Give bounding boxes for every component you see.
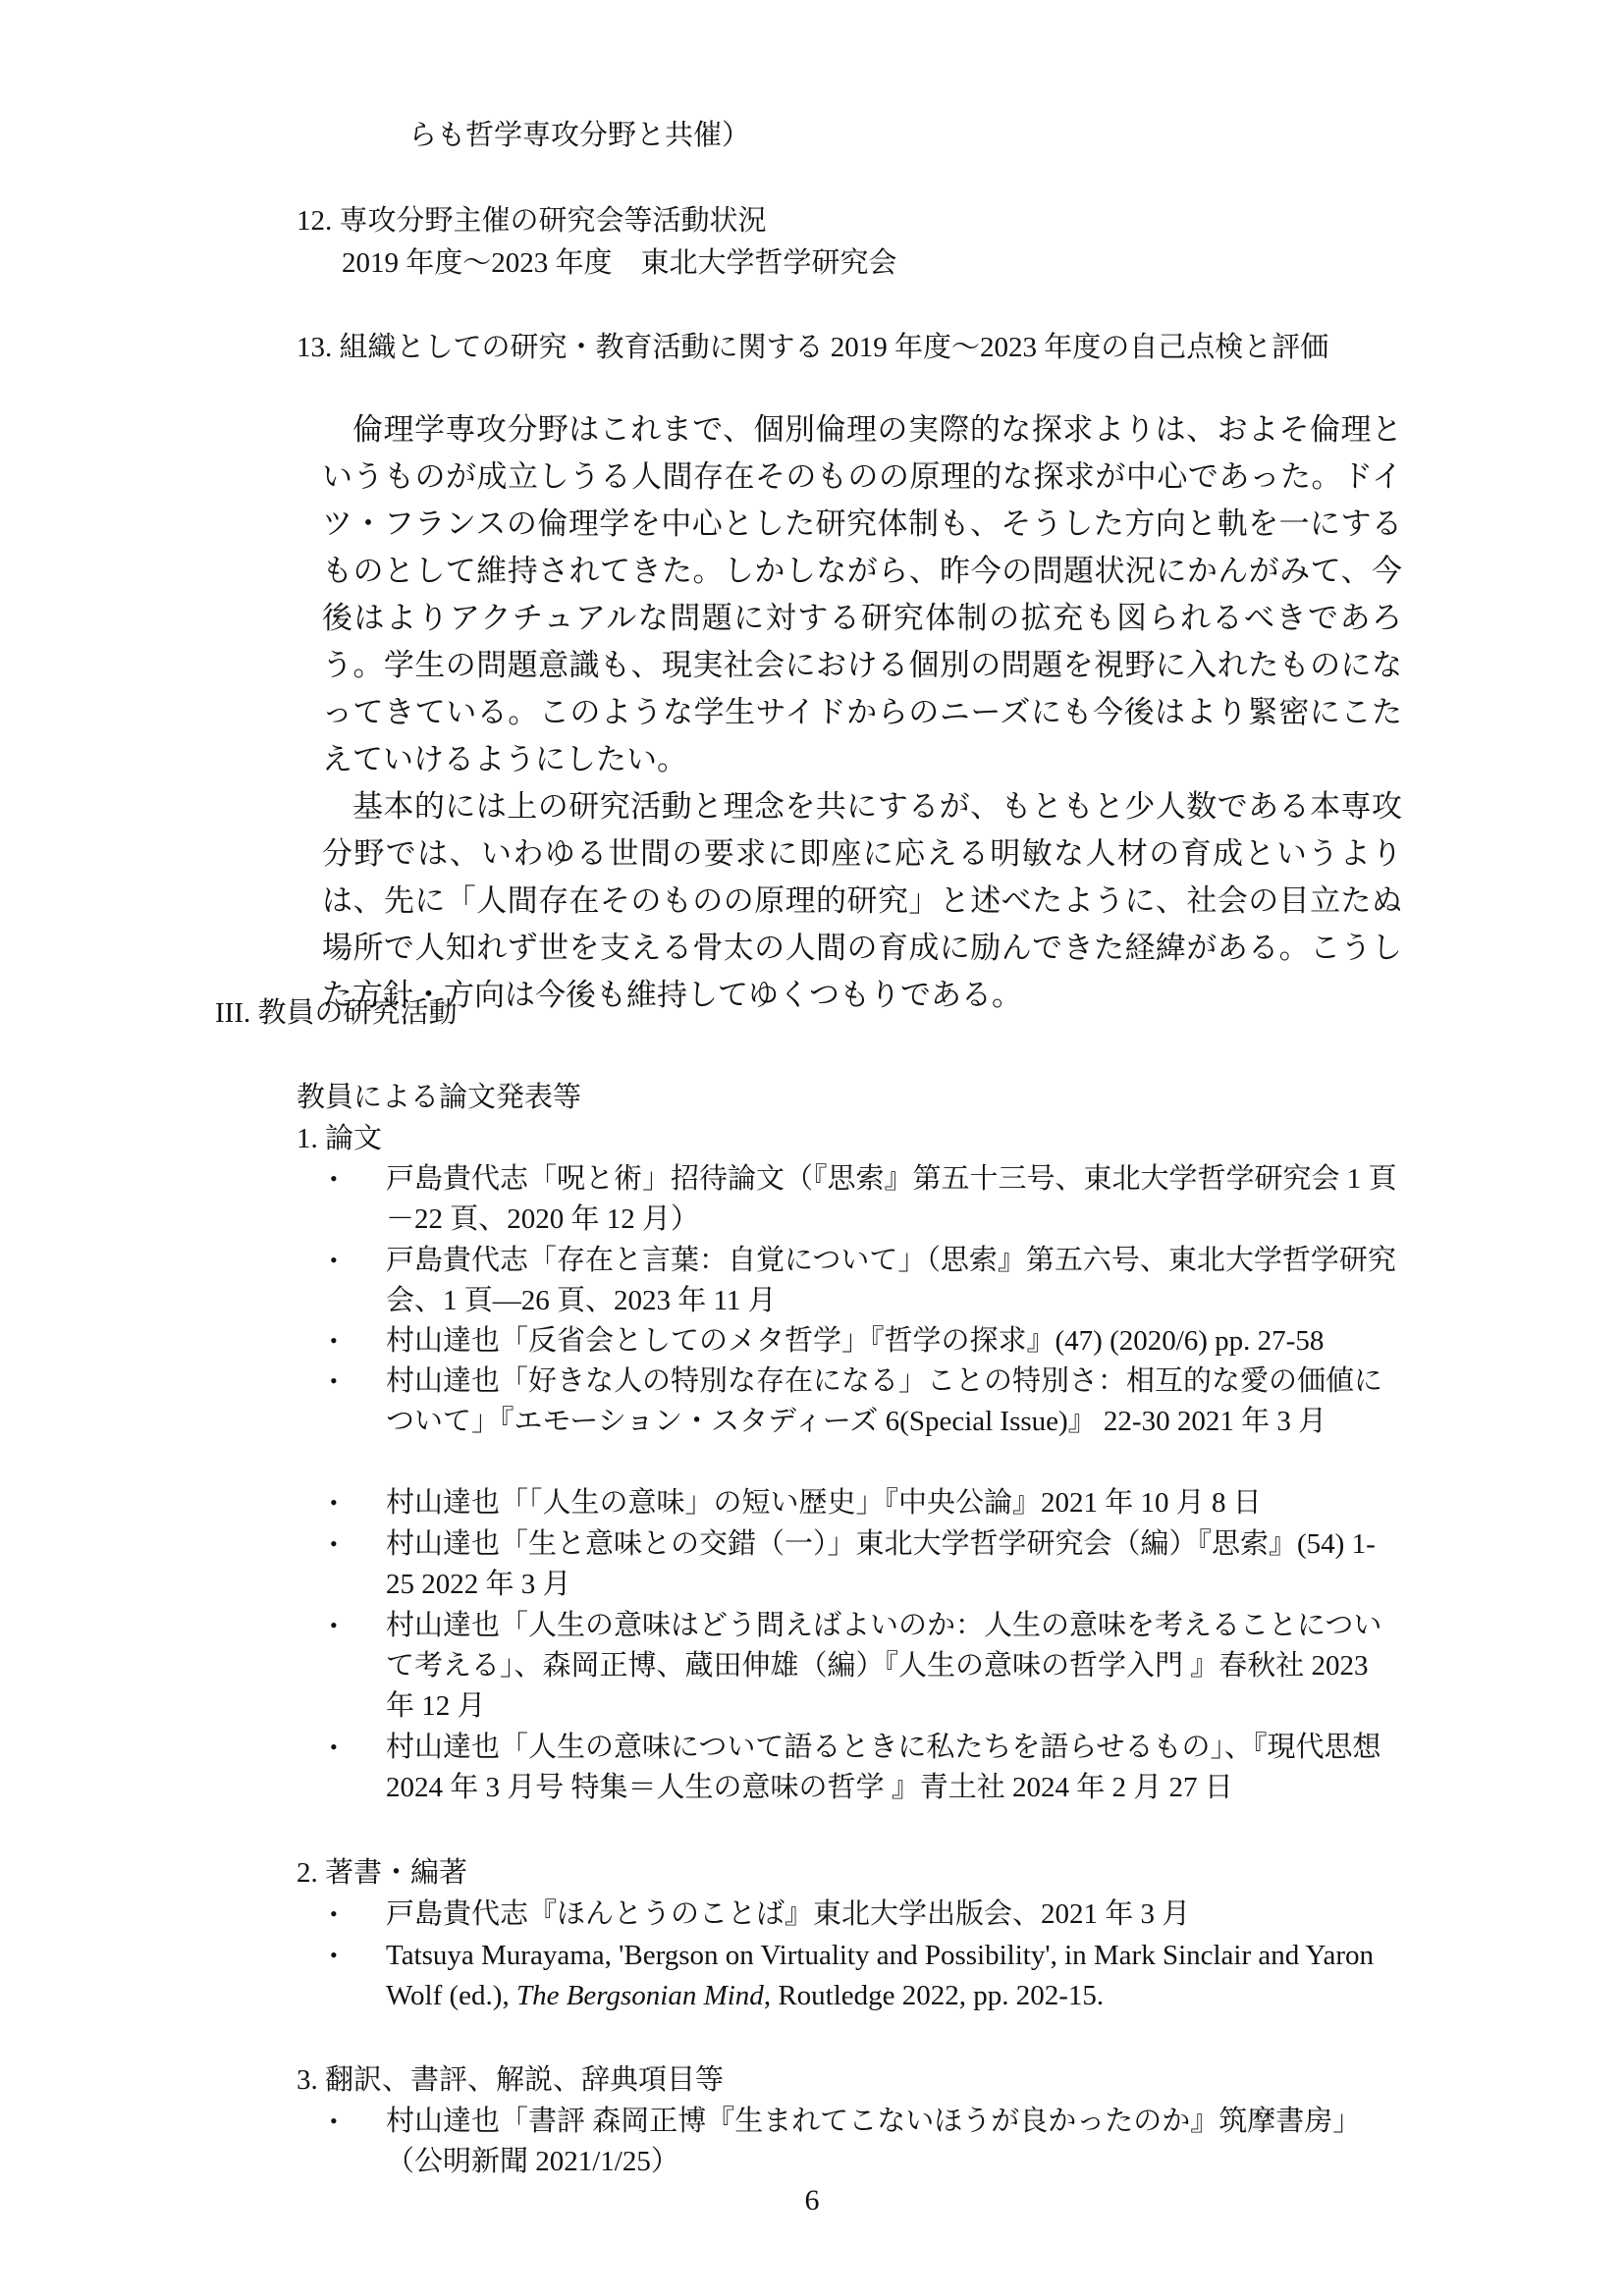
list-item: 村山達也「人生の意味はどう問えばよいのか：人生の意味を考えることについて考える」、森岡正博、蔵田伸雄（編）『人生の意味の哲学入門 』春秋社 2023 年 12 月 <box>386 1610 1382 1722</box>
list-item: 村山達也「「人生の意味」の短い歴史」『中央公論』2021 年 10 月 8 日 <box>386 1487 1262 1519</box>
section-12-heading: 12. 専攻分野主催の研究会等活動状況 <box>297 205 767 237</box>
group-papers-title: 1. 論文 <box>297 1123 383 1154</box>
bullet-icon: • <box>330 1613 338 1637</box>
section-3-subheading: 教員による論文発表等 <box>297 1082 582 1113</box>
list-item: 戸島貴代志「呪と術」招待論文（『思索』第五十三号、東北大学哲学研究会 1 頁－22 頁、2020 年 12 月） <box>386 1163 1397 1235</box>
section-13-heading: 13. 組織としての研究・教育活動に関する 2019 年度～2023 年度の自己点検と評価 <box>297 332 1329 363</box>
bullet-icon: • <box>330 1368 338 1393</box>
bullet-icon: • <box>330 1490 338 1515</box>
bullet-icon: • <box>330 1328 338 1353</box>
bullet-icon: • <box>330 2109 338 2133</box>
bullet-icon: • <box>330 1901 338 1926</box>
bullet-icon: • <box>330 1943 338 1967</box>
section-3-heading: III. 教員の研究活動 <box>215 997 458 1029</box>
paragraph: 倫理学専攻分野はこれまで、個別倫理の実際的な探求よりは、およそ倫理というものが成立しうる人間存在そのものの原理的な探求が中心であった。ドイツ・フランスの倫理学を中心とした研究体制も、そうした方向と軌を一にするものとして維持されてきた。しかしながら、昨今の問題状況にかんがみて、今後はよりアクチュアルな問題に対する研究体制の拡充も図られるべきであろう。学生の問題意識も、現実社会における個別の問題を視野に入れたものになってきている。このような学生サイドからのニーズにも今後はより緊密にこたえていけるようにしたい。 <box>322 412 1402 776</box>
group-translations-title: 3. 翻訳、書評、解説、辞典項目等 <box>297 2064 725 2096</box>
list-item: 村山達也「反省会としてのメタ哲学」『哲学の探求』(47) (2020/6) pp. 27‐58 <box>386 1325 1325 1357</box>
page-number: 6 <box>804 2184 820 2216</box>
list-item: 村山達也「書評 森岡正博『生まれてこないほうが良かったのか』筑摩書房」（公明新聞 2021/1/25） <box>386 2106 1362 2177</box>
list-item: 村山達也「生と意味との交錯（一）」東北大学哲学研究会（編）『思索』(54) 1-25 2022 年 3 月 <box>386 1528 1376 1600</box>
list-item: 村山達也「人生の意味について語るときに私たちを語らせるもの」、『現代思想 2024 年 3 月号 特集＝人生の意味の哲学 』青土社 2024 年 2 月 27 日 <box>386 1732 1381 1803</box>
bullet-icon: • <box>330 1166 338 1191</box>
bullet-icon: • <box>330 1248 338 1272</box>
bullet-icon: • <box>330 1531 338 1556</box>
bullet-icon: • <box>330 1735 338 1759</box>
paragraph: 基本的には上の研究活動と理念を共にするが、もともと少人数である本専攻分野では、いわゆる世間の要求に即座に応える明敏な人材の育成というよりは、先に「人間存在そのものの原理的研究」と述べたように、社会の目立たぬ場所で人知れず世を支える骨太の人間の育成に励んできた経緯がある。こうした方針・方向は今後も維持してゆくつもりである。 <box>322 789 1402 1012</box>
book-title: The Bergsonian Mind <box>515 1980 764 2011</box>
list-item: 戸島貴代志『ほんとうのことば』東北大学出版会、2021 年 3 月 <box>386 1898 1191 1930</box>
section-13-body <box>322 406 1402 1019</box>
list-item: 戸島貴代志「存在と言葉：自覚について」（思索』第五六号、東北大学哲学研究会、1 頁―26 頁、2023 年 11 月 <box>386 1245 1396 1316</box>
section-12-detail: 2019 年度～2023 年度 東北大学哲学研究会 <box>342 247 897 279</box>
group-books-title: 2. 著書・編著 <box>297 1857 468 1889</box>
list-item: Tatsuya Murayama, 'Bergson on Virtuality and Possibility', in Mark Sinclair and Yaron Wolf (ed.), The Bergsonian Mind, Routledge 2022, pp. 202-15. <box>386 1940 1375 2011</box>
list-item: 村山達也「好きな人の特別な存在になる」ことの特別さ：相互的な愛の価値について」『エモーション・スタディーズ 6(Special Issue)』 22-30 2021 年 3 月 <box>386 1365 1383 1437</box>
continuation-line: らも哲学専攻分野と共催） <box>408 120 751 151</box>
